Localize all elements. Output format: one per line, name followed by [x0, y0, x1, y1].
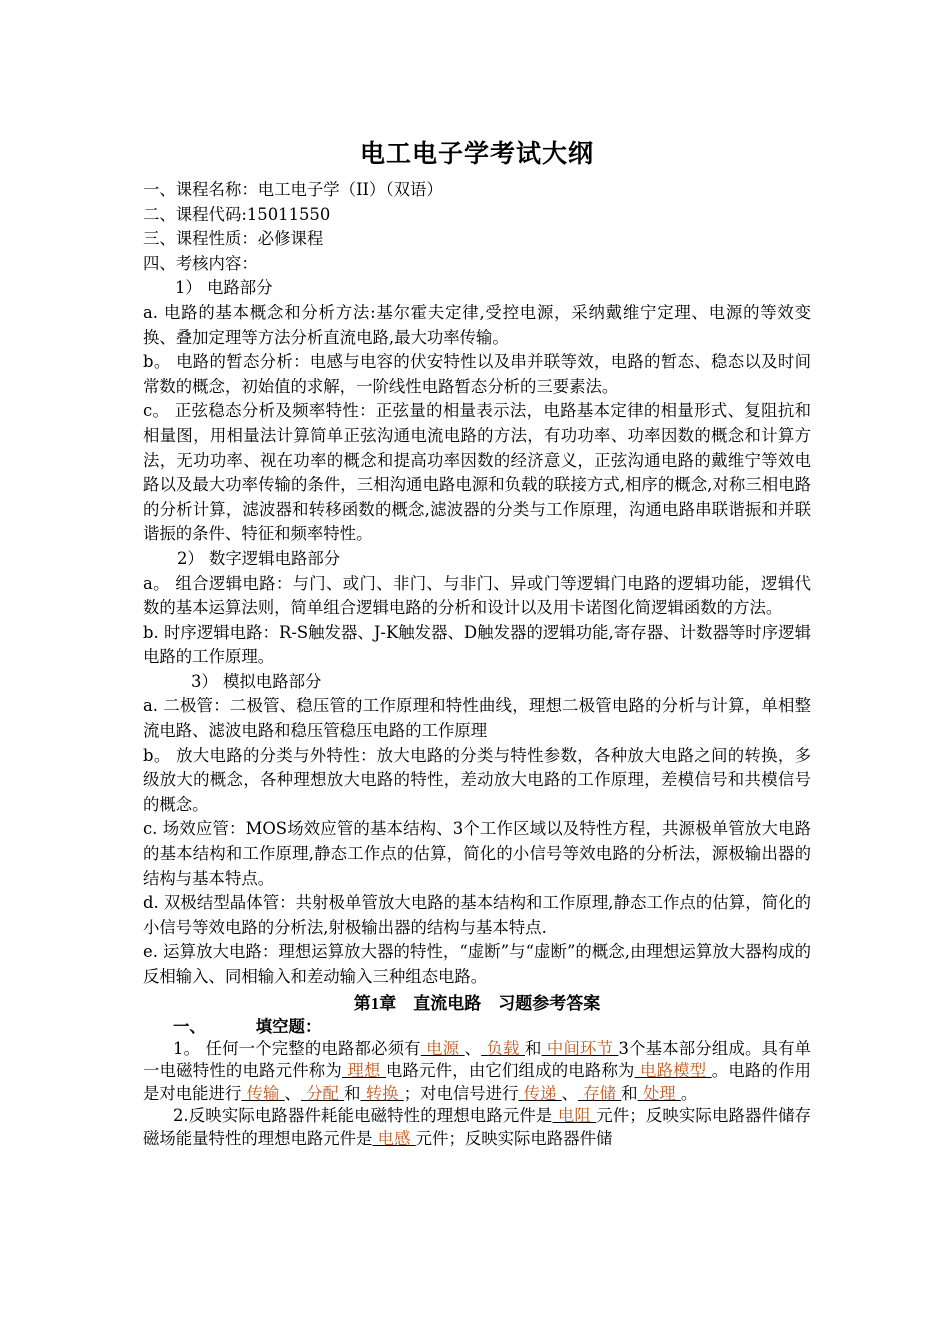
question-text: 和 [525, 1038, 542, 1058]
fill-blank-label: 填空题： [255, 1016, 322, 1036]
answer-blank: 处理 [637, 1083, 681, 1103]
question-text: 。电路的作用是对电能进行 [143, 1061, 812, 1103]
chapter-title: 第1章 直流电路 习题参考答案 [353, 993, 601, 1013]
question-2 [143, 1105, 811, 1150]
paragraph-item: d. 双极结型晶体管：共射极单管放大电路的基本结构和工作原理,静态工作点的估算，简化的小信号等效电路的分析法,射极输出器的结构与基本特点. [143, 893, 811, 937]
question-text: 、 [561, 1083, 579, 1103]
paragraph-item: b。 放大电路的分类与外特性：放大电路的分类与特性参数，各种放大电路之间的转换，多级放大的概念，各种理想放大电路的特性，差动放大电路的工作原理，差模信号和共模信号的概念。 [143, 745, 811, 814]
paragraph-item: a。 组合逻辑电路：与门、或门、非门、与非门、异或门等逻辑门电路的逻辑功能，逻辑代数的基本运算法则，简单组合逻辑电路的分析和设计以及用卡诺图化简逻辑函数的方法。 [143, 573, 811, 618]
assessment-content-line: 四、考核内容： [143, 253, 258, 273]
paragraph-item: a. 二极管：二极管、稳压管的工作原理和特性曲线，理想二极管电路的分析与计算，单相整流电路、滤波电路和稳压管稳压电路的工作原理 [143, 696, 811, 741]
page-title: 电工电子学考试大纲 [359, 139, 594, 168]
question-text: 电路元件，由它们组成的电路称为 [385, 1061, 635, 1081]
question-1 [143, 1038, 811, 1106]
answer-blank: 转换 [360, 1083, 404, 1103]
paragraph-item: e. 运算放大电路：理想运算放大器的特性，“虚断”与“虚断”的概念,由理想运算放大器构成的反相输入、同相输入和差动输入三种组态电路。 [143, 942, 811, 986]
question-text: 、 [284, 1083, 301, 1103]
paragraph-item: c. 场效应管：MOS场效应管的基本结构、3个工作区域以及特性方程，共源极单管放大电路的基本结构和工作原理,静态工作点的估算，简化的小信号等效电路的分析法，源极输出器的结构与基本特点。 [143, 819, 811, 888]
course-code-line: 二、课程代码:15011550 [143, 204, 331, 224]
question-text: 元件；反映实际电路器件储 [415, 1128, 613, 1148]
question-text: 和 [344, 1083, 361, 1103]
section-heading-digital: 2） 数字逻辑电路部分 [177, 548, 341, 568]
course-name-line: 一、课程名称：电工电子学（II）（双语） [143, 180, 443, 199]
question-text: 元件；反映实际电路器件储存磁场能量特性的理想电路元件是 [143, 1106, 811, 1148]
question-text: 。 [680, 1083, 698, 1103]
answer-blank: 电阻 [552, 1106, 597, 1126]
answer-blank: 中间环节 [541, 1038, 619, 1058]
answer-blank: 理想 [341, 1061, 386, 1081]
section-heading-analog: 3） 模拟电路部分 [191, 671, 322, 691]
question-text: 3个基本部分组成。具有单一电磁特性的电路元件称为 [143, 1038, 812, 1081]
paragraph-item: a. 电路的基本概念和分析方法:基尔霍夫定律,受控电源，采纳戴维宁定理、电源的等效变换、叠加定理等方法分析直流电路,最大功率传输。 [143, 302, 811, 347]
answer-blank: 传递 [518, 1083, 562, 1103]
question-text: 2.反映实际电路器件耗能电磁特性的理想电路元件是 [173, 1106, 553, 1126]
fill-blank-heading [143, 1016, 811, 1038]
question-text: ；对电信号进行 [403, 1083, 519, 1103]
answer-blank: 分配 [300, 1083, 345, 1103]
answer-blank: 负载 [481, 1038, 525, 1058]
course-nature-line: 三、课程性质：必修课程 [143, 229, 324, 249]
answer-blank: 电源 [420, 1038, 465, 1058]
paragraph-item: c。 正弦稳态分析及频率特性：正弦量的相量表示法，电路基本定律的相量形式、复阻抗和相量图，用相量法计算简单正弦沟通电流电路的方法，有功功率、功率因数的概念和计算方法，无功功率、视在功率的概念和提高功率因数的经济意义，正弦沟通电路的戴维宁等效电路以及最大功率传输的条件，三相沟通电路电源和负载的联接方式,相序的概念,对称三相电路的分析计算，滤波器和转移函数的概念,滤波器的分类与工作原理，沟通电路串联谐振和并联谐振的条件、特征和频率特性。 [143, 401, 811, 544]
answer-blank: 电路模型 [634, 1061, 712, 1081]
answer-blank: 传输 [241, 1083, 285, 1103]
answer-blank: 电感 [372, 1128, 416, 1148]
fill-blank-number: 一、 [173, 1016, 206, 1036]
section-heading-circuits: 1） 电路部分 [175, 278, 273, 298]
question-text: 、 [464, 1038, 482, 1058]
document-content [143, 128, 811, 1150]
question-text: 1。 任何一个完整的电路都必须有 [173, 1038, 421, 1058]
paragraph-item: b。 电路的暂态分析：电感与电容的伏安特性以及串并联等效，电路的暂态、稳态以及时间常数的概念，初始值的求解，一阶线性电路暂态分析的三要素法。 [143, 352, 811, 396]
question-text: 和 [621, 1083, 638, 1103]
answer-blank: 存储 [578, 1083, 622, 1103]
paragraph-item: b. 时序逻辑电路：R-S触发器、J-K触发器、D触发器的逻辑功能,寄存器、计数器等时序逻辑电路的工作原理。 [143, 622, 811, 667]
